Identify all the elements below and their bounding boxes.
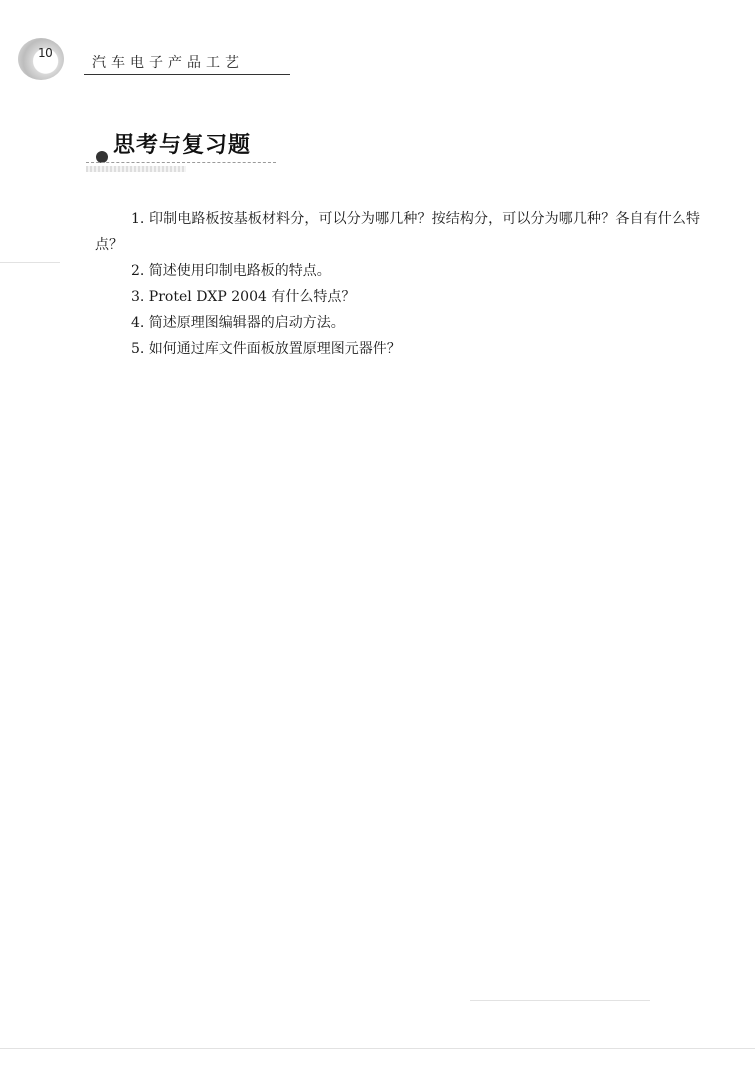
section-title: 思考与复习题 [113, 133, 252, 158]
question-list [95, 206, 700, 362]
page-number: 10 [38, 46, 53, 60]
question-item: 2. 简述使用印制电路板的特点。 [131, 263, 331, 279]
question-item: 5. 如何通过库文件面板放置原理图元器件？ [131, 341, 401, 357]
section-title-underline [86, 162, 276, 163]
header-rule [84, 74, 290, 75]
question-item: 1. 印制电路板按基板材料分，可以分为哪几种？按结构分，可以分为哪几种？各自有什么特点？ [95, 211, 700, 253]
scan-mark [0, 1048, 755, 1049]
section-title-shade [86, 166, 186, 172]
running-head: 汽车电子产品工艺 [92, 55, 244, 71]
question-item: 3. Protel DXP 2004 有什么特点？ [131, 289, 356, 305]
scan-mark [0, 262, 60, 263]
scan-mark [470, 1000, 650, 1001]
question-item: 4. 简述原理图编辑器的启动方法。 [131, 315, 345, 331]
